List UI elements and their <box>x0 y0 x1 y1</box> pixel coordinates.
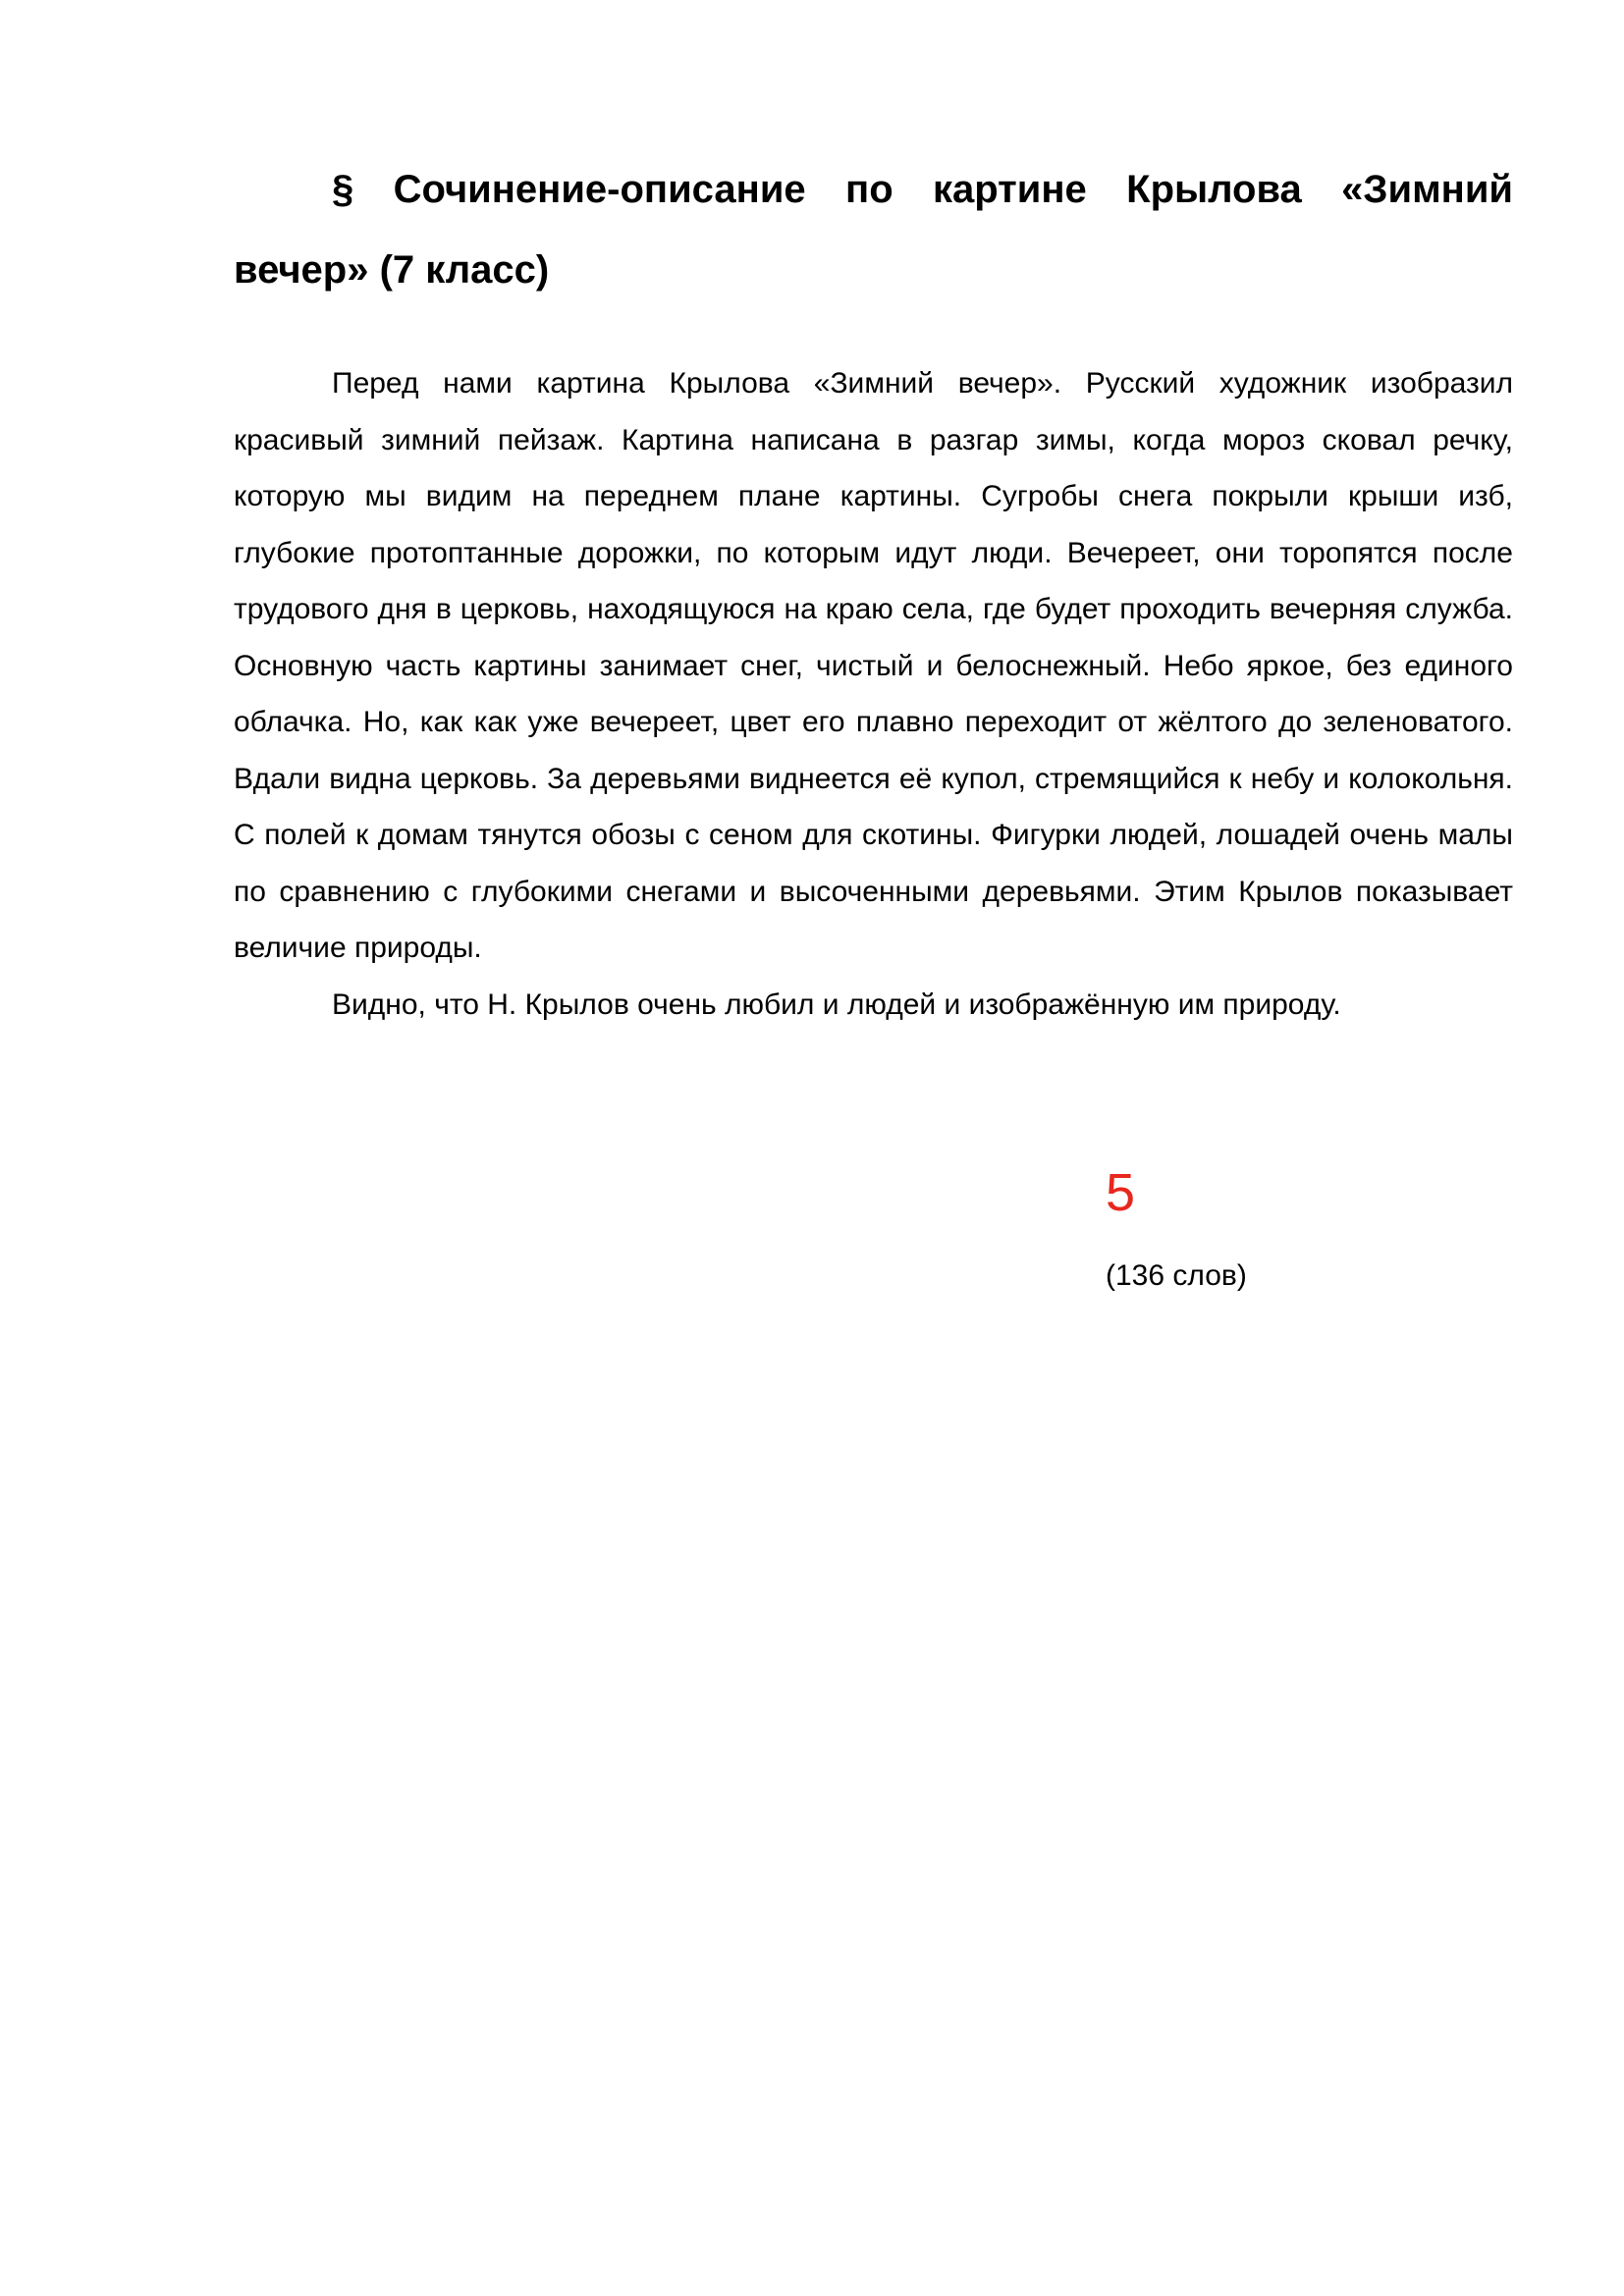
grade-mark: 5 <box>1106 1163 1136 1222</box>
document-title: § Сочинение-описание по картине Крылова «Зимний вечер» (7 класс) <box>234 168 1513 292</box>
essay-body <box>234 355 1513 1033</box>
paragraph-2: Видно, что Н. Крылов очень любил и людей и изображённую им природу. <box>332 988 1341 1021</box>
word-count: (136 слов) <box>1106 1259 1247 1292</box>
paragraph-1: Перед нами картина Крылова «Зимний вечер». Русский художник изобразил красивый зимний пейзаж. Картина написана в разгар зимы, когда мороз сковал речку, которую мы видим на переднем плане картины. Сугробы снега покрыли крыши изб, глубокие протоптанные дорожки, по которым идут люди. Вечереет, они торопятся после трудового дня в церковь, находящуюся на краю села, где будет проходить вечерняя служба. Основную часть картины занимает снег, чистый и белоснежный. Небо яркое, без единого облачка. Но, как как уже вечереет, цвет его плавно переходит от жёлтого до зеленоватого. Вдали видна церковь. За деревьями виднеется её купол, стремящийся к небу и колокольня. С полей к домам тянутся обозы с сеном для скотины. Фигурки людей, лошадей очень малы по сравнению с глубокими снегами и высоченными деревьями. Этим Крылов показывает величие природы. <box>234 367 1513 964</box>
